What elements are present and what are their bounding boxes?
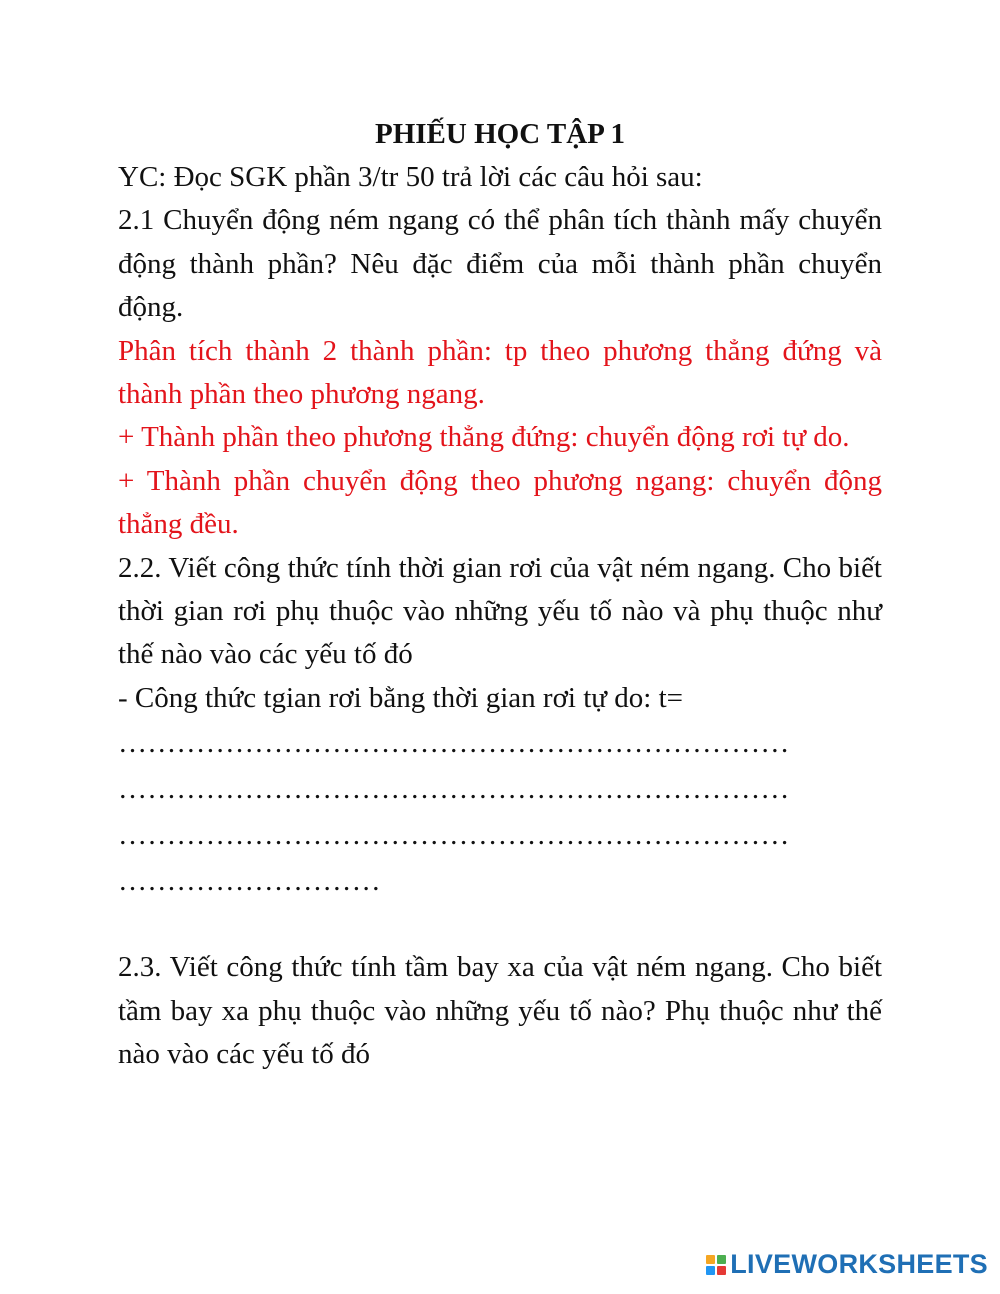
instruction-text: YC: Đọc SGK phần 3/tr 50 trả lời các câu hỏi sau: <box>118 161 703 193</box>
answer-dotted-line-2[interactable]: …………………………………………………………… <box>118 773 790 806</box>
answer-dotted-line-3[interactable]: …………………………………………………………… <box>118 819 790 852</box>
answer-2-1-line-3: + Thành phần chuyển động theo phương ngang: chuyển động thẳng đều. <box>118 464 882 541</box>
worksheet-title: PHIẾU HỌC TẬP 1 <box>374 118 626 150</box>
spacer <box>118 904 882 946</box>
formula-prompt: - Công thức tgian rơi bằng thời gian rơi tự do: t= <box>118 681 683 714</box>
answer-dotted-line-1[interactable]: …………………………………………………………… <box>118 727 790 760</box>
answer-2-1-line-2: + Thành phần theo phương thẳng đứng: chuyển động rơi tự do. <box>118 421 850 454</box>
brand-name: LIVEWORKSHEETS <box>730 1249 988 1279</box>
question-2-1: 2.1 Chuyển động ném ngang có thể phân tích thành mấy chuyển động thành phần? Nêu đặc điểm của mỗi thành phần chuyển động. <box>118 204 882 324</box>
question-2-2: 2.2. Viết công thức tính thời gian rơi của vật ném ngang. Cho biết thời gian rơi phụ thuộc vào những yếu tố nào và phụ thuộc như thế nào vào các yếu tố đó <box>118 551 882 671</box>
liveworksheets-branding <box>706 1249 988 1280</box>
worksheet <box>118 112 882 1077</box>
question-2-3: 2.3. Viết công thức tính tầm bay xa của vật ném ngang. Cho biết tầm bay xa phụ thuộc vào những yếu tố nào? Phụ thuộc như thế nào vào các yếu tố đó <box>118 951 882 1071</box>
answer-2-1-line-1: Phân tích thành 2 thành phần: tp theo phương thẳng đứng và thành phần theo phương ngang. <box>118 334 882 411</box>
liveworksheets-logo-icon <box>706 1255 726 1275</box>
answer-dotted-line-4[interactable]: ……………………… <box>118 865 381 898</box>
